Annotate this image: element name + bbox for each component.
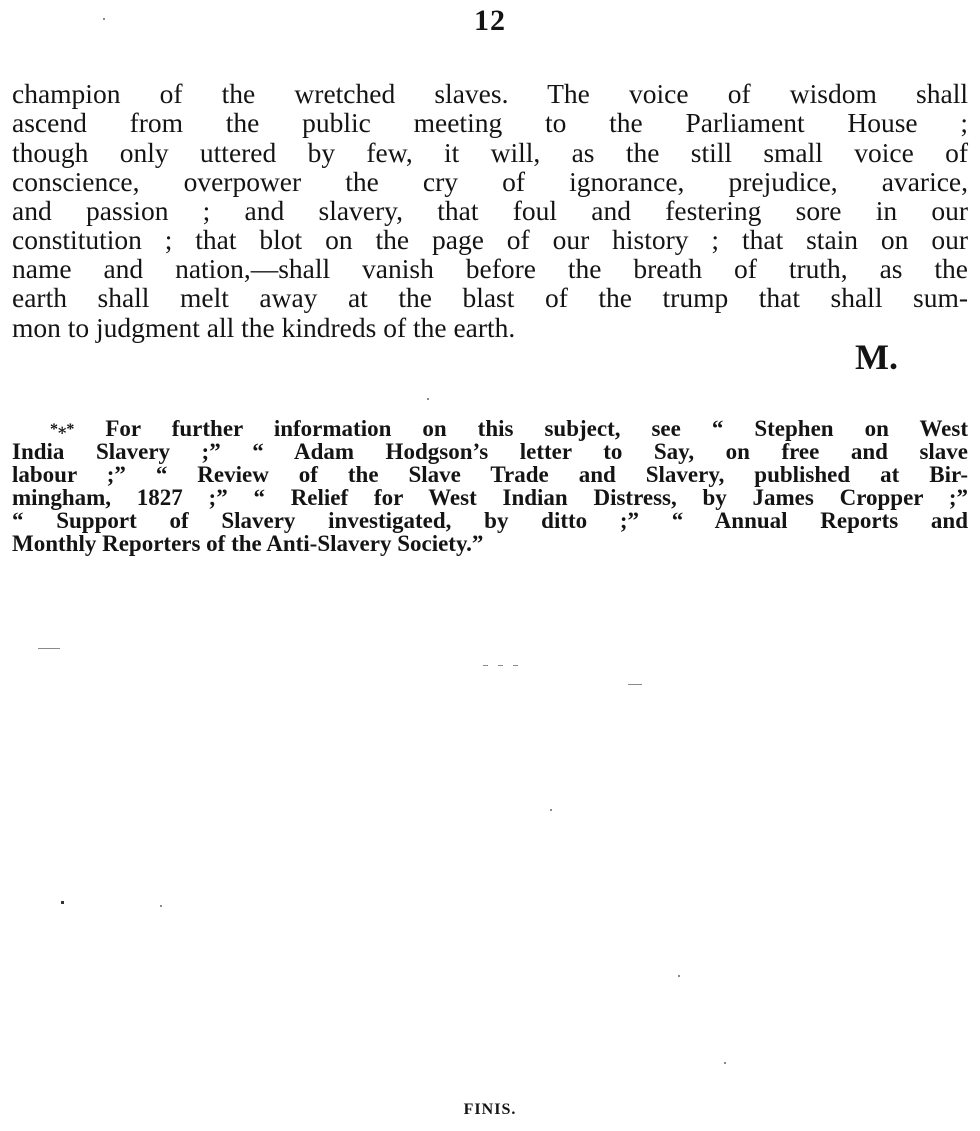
page-number: 12: [474, 4, 506, 37]
footnote-line: labour ;” “ Review of the Slave Trade and Slavery, published at Bir-: [12, 462, 968, 487]
body-line: constitution ; that blot on the page of our history ; that stain on our: [12, 224, 968, 255]
body-line: name and nation,—shall vanish before the breath of truth, as the: [12, 253, 968, 284]
paper-speck: [160, 905, 162, 907]
footnote-line-text: For further information on this subject, see “ Stephen on West: [105, 416, 969, 441]
footnote-line: mingham, 1827 ;” “ Relief for West Indian Distress, by James Cropper ;”: [12, 485, 968, 510]
body-line: champion of the wretched slaves. The voice of wisdom shall: [12, 78, 968, 109]
paper-speck: [38, 648, 60, 649]
author-signature: M.: [855, 337, 898, 377]
finis-mark: FINIS.: [463, 1101, 517, 1118]
body-line: and passion ; and slavery, that foul and festering sore in our: [12, 195, 968, 226]
footnote-line: Monthly Reporters of the Anti-Slavery Society.”: [12, 531, 484, 556]
body-line: conscience, overpower the cry of ignorance, prejudice, avarice,: [12, 166, 968, 197]
paper-speck: [427, 398, 429, 400]
footnote-marker: *⁎*: [50, 421, 75, 438]
footnote-line: India Slavery ;” “ Adam Hodgson’s letter to Say, on free and slave: [12, 439, 968, 464]
paper-speck: [498, 665, 503, 666]
body-line: though only uttered by few, it will, as the still small voice of: [12, 137, 968, 168]
paper-speck: [550, 809, 552, 811]
paper-speck: [61, 901, 64, 904]
body-line: ascend from the public meeting to the Parliament House ;: [12, 107, 968, 138]
paper-speck: [483, 665, 488, 666]
paper-speck: [513, 665, 518, 666]
paper-speck: [103, 18, 105, 20]
paper-speck: [628, 684, 642, 685]
footnote-line: “ Support of Slavery investigated, by ditto ;” “ Annual Reports and: [12, 508, 968, 533]
paper-speck: [678, 975, 680, 977]
body-line: mon to judgment all the kindreds of the earth.: [12, 312, 516, 343]
body-line: earth shall melt away at the blast of the trump that shall sum-: [12, 282, 968, 313]
paper-speck: [724, 1062, 726, 1064]
